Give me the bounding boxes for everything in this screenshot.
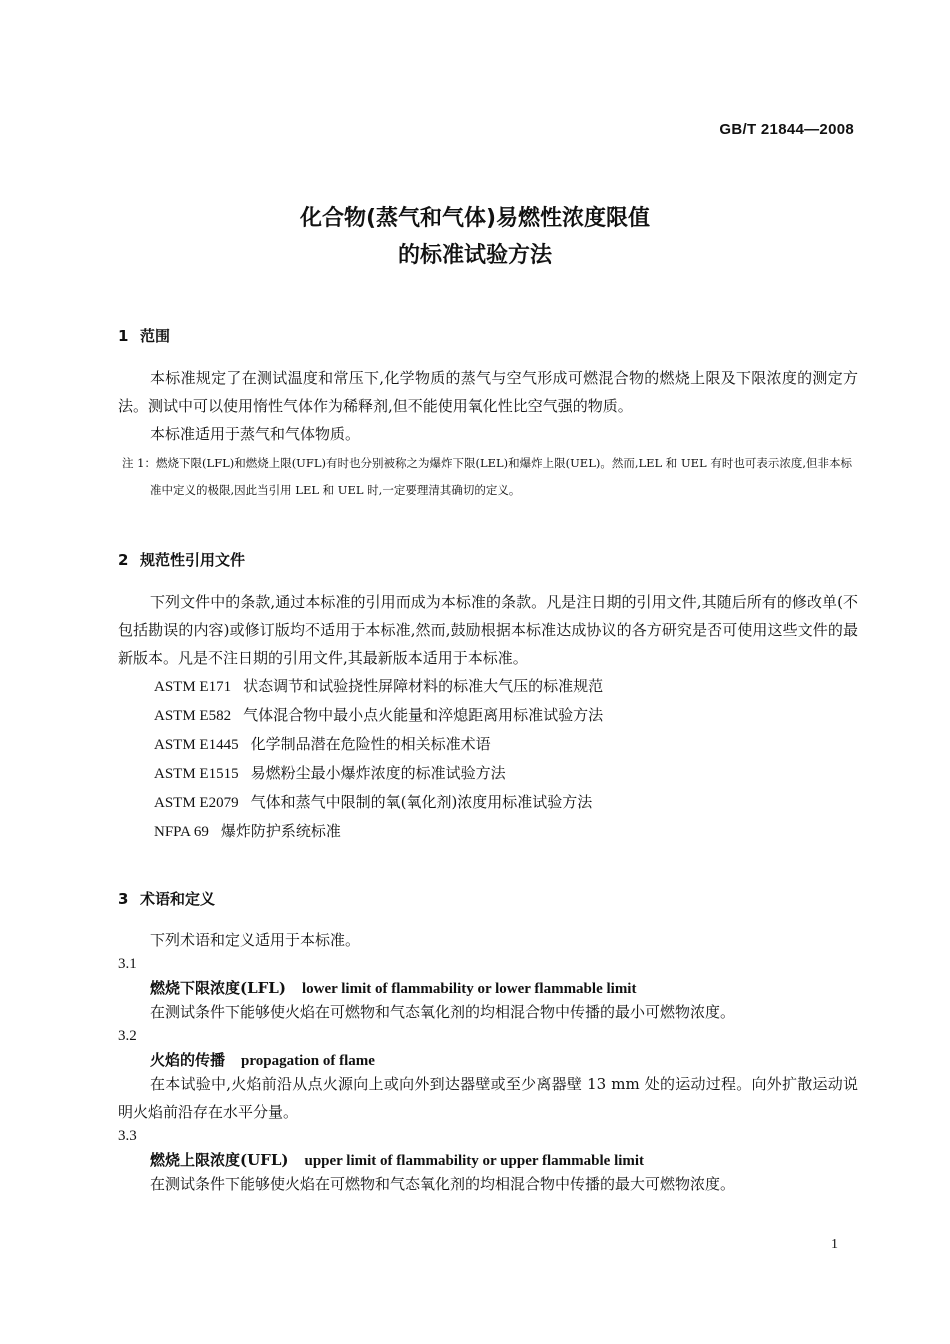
reference-code: ASTM E582 bbox=[154, 708, 232, 724]
paragraph: 本标准规定了在测试温度和常压下,化学物质的蒸气与空气形成可燃混合物的燃烧上限及下限浓度的测定方法。测试中可以使用惰性气体作为稀释剂,但不能使用氧化性比空气强的物质。 bbox=[118, 369, 858, 415]
section-3-body bbox=[118, 926, 858, 1198]
reference-code: ASTM E1515 bbox=[154, 766, 239, 782]
page-number: 1 bbox=[831, 1237, 838, 1252]
section-1 bbox=[118, 325, 858, 346]
section-heading bbox=[118, 549, 858, 570]
reference-title: 易燃粉尘最小爆炸浓度的标准试验方法 bbox=[250, 764, 506, 782]
section-number: 2 bbox=[118, 551, 129, 569]
reference-item bbox=[118, 759, 858, 788]
section-2-body bbox=[118, 588, 858, 846]
document-title bbox=[0, 200, 950, 274]
section-title: 规范性引用文件 bbox=[140, 551, 246, 569]
section-number: 3 bbox=[118, 890, 129, 908]
reference-code: ASTM E2079 bbox=[154, 795, 239, 811]
reference-title: 状态调节和试验挠性屏障材料的标准大气压的标准规范 bbox=[243, 677, 604, 695]
term-en: upper limit of flammability or upper flammable limit bbox=[304, 1153, 645, 1169]
section-number: 1 bbox=[118, 327, 129, 345]
section-heading bbox=[118, 888, 858, 909]
reference-title: 气体和蒸气中限制的氧(氧化剂)浓度用标准试验方法 bbox=[250, 793, 593, 811]
term-heading bbox=[118, 1149, 858, 1170]
title-line-2: 的标准试验方法 bbox=[397, 243, 552, 268]
reference-item bbox=[118, 788, 858, 817]
section-title: 范围 bbox=[140, 327, 171, 345]
section-3 bbox=[118, 888, 858, 909]
paragraph: 下列文件中的条款,通过本标准的引用而成为本标准的条款。凡是注日期的引用文件,其随后所有的修改单(不包括勘误的内容)或修订版均不适用于本标准,然而,鼓励根据本标准达成协议的各方研究是否可使用这些文件的最新版本。凡是不注日期的引用文件,其最新版本适用于本标准。 bbox=[118, 593, 858, 667]
paragraph: 本标准适用于蒸气和气体物质。 bbox=[150, 425, 361, 443]
reference-item bbox=[118, 730, 858, 759]
reference-title: 气体混合物中最小点火能量和淬熄距离用标准试验方法 bbox=[243, 706, 604, 724]
reference-code: ASTM E1445 bbox=[154, 737, 239, 753]
term-definition: 在测试条件下能够使火焰在可燃物和气态氧化剂的均相混合物中传播的最大可燃物浓度。 bbox=[150, 1175, 736, 1193]
term-heading bbox=[118, 1049, 858, 1070]
reference-code: NFPA 69 bbox=[154, 824, 209, 840]
reference-title: 化学制品潜在危险性的相关标准术语 bbox=[250, 735, 491, 753]
section-heading bbox=[118, 325, 858, 346]
title-line-1: 化合物(蒸气和气体)易燃性浓度限值 bbox=[299, 206, 651, 231]
term-number: 3.3 bbox=[118, 1128, 137, 1144]
term-number: 3.1 bbox=[118, 956, 137, 972]
reference-code: ASTM E171 bbox=[154, 679, 232, 695]
reference-item bbox=[118, 672, 858, 701]
section-title: 术语和定义 bbox=[140, 890, 216, 908]
term-zh: 火焰的传播 bbox=[150, 1051, 226, 1069]
section-2 bbox=[118, 549, 858, 570]
paragraph: 下列术语和定义适用于本标准。 bbox=[150, 931, 361, 949]
term-heading bbox=[118, 977, 858, 998]
section-1-body bbox=[118, 364, 858, 504]
term-en: propagation of flame bbox=[241, 1053, 375, 1069]
term-en: lower limit of flammability or lower flammable limit bbox=[301, 981, 637, 997]
reference-title: 爆炸防护系统标准 bbox=[220, 822, 341, 840]
reference-item bbox=[118, 817, 858, 846]
reference-item bbox=[118, 701, 858, 730]
term-definition: 在测试条件下能够使火焰在可燃物和气态氧化剂的均相混合物中传播的最小可燃物浓度。 bbox=[150, 1003, 736, 1021]
term-zh: 燃烧上限浓度(UFL) bbox=[150, 1151, 289, 1169]
term-definition: 在本试验中,火焰前沿从点火源向上或向外到达器壁或至少离器壁 13 mm 处的运动过程。向外扩散运动说明火焰前沿存在水平分量。 bbox=[118, 1075, 858, 1121]
term-number: 3.2 bbox=[118, 1028, 137, 1044]
note: 注 1：燃烧下限(LFL)和燃烧上限(UFL)有时也分别被称之为爆炸下限(LEL)和爆炸上限(UEL)。然而,LEL 和 UEL 有时也可表示浓度,但非本标准中定义的极限,因此当引用 LEL 和 UEL 时,一定要理清其确切的定义。 bbox=[122, 456, 852, 497]
standard-code: GB/T 21844—2008 bbox=[719, 121, 854, 138]
term-zh: 燃烧下限浓度(LFL) bbox=[150, 979, 286, 997]
